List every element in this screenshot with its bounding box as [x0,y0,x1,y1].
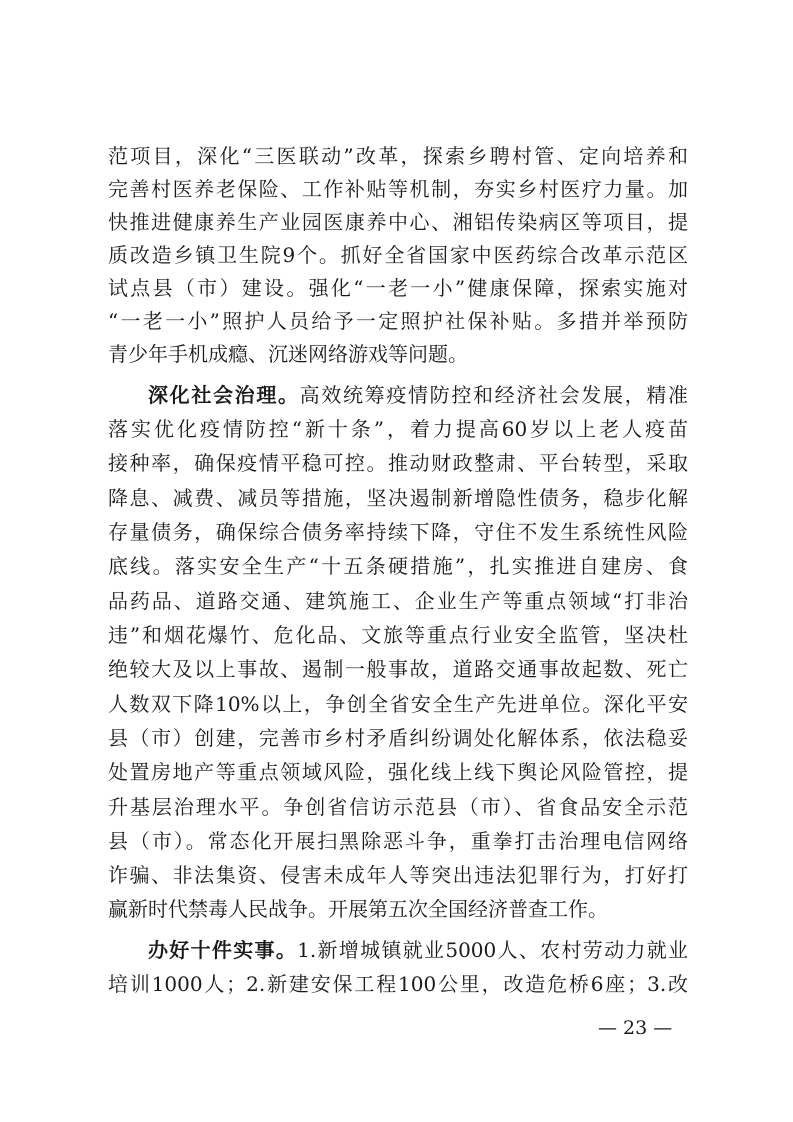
paragraph-line: 人数双下降10%以上，争创全省安全生产先进单位。深化平安 [108,692,688,716]
paragraph-line: 接种率，确保疫情平稳可控。推动财政整肃、平台转型，采取 [108,451,688,475]
paragraph-line: 范项目，深化“三医联动”改革，探索乡聘村管、定向培养和 [108,144,688,168]
paragraph-first-line [148,381,688,409]
paragraph-line: 试点县（市）建设。强化“一老一小”健康保障，探索实施对 [108,276,688,300]
section-heading: 深化社会治理。 [148,383,300,407]
paragraph-line: 县（市）。常态化开展扫黑除恶斗争，重拳打击治理电信网络 [108,829,688,853]
paragraph-line: 落实优化疫情防控“新十条”，着力提高60岁以上老人疫苗 [108,417,688,441]
paragraph-line: 质改造乡镇卫生院9个。抓好全省国家中医药综合改革示范区 [108,243,688,267]
paragraph-line: “一老一小”照护人员给予一定照护社保补贴。多措并举预防 [108,309,688,333]
paragraph-line: 违”和烟花爆竹、危化品、文旅等重点行业安全监管，坚决杜 [108,623,688,647]
paragraph-line: 品药品、道路交通、建筑施工、企业生产等重点领域“打非治 [108,589,688,613]
page-number: — 23 — [598,1017,673,1039]
section-heading: 办好十件实事。 [148,938,298,962]
paragraph-line: 快推进健康养生产业园医康养中心、湘铝传染病区等项目，提 [108,210,688,234]
paragraph-line: 底线。落实安全生产“十五条硬措施”，扎实推进自建房、食 [108,554,688,578]
paragraph-line: 完善村医养老保险、工作补贴等机制，夯实乡村医疗力量。加 [108,177,688,201]
paragraph-text: 1.新增城镇就业5000人、农村劳动力就业 [297,938,688,962]
paragraph-line: 培训1000人；2.新建安保工程100公里，改造危桥6座；3.改 [108,972,688,996]
paragraph-text: 高效统筹疫情防控和经济社会发展，精准 [299,383,688,407]
paragraph-line: 诈骗、非法集资、侵害未成年人等突出违法犯罪行为，打好打 [108,863,688,887]
paragraph-first-line [148,936,688,964]
paragraph-line: 县（市）创建，完善市乡村矛盾纠纷调处化解体系，依法稳妥 [108,726,688,750]
paragraph-line: 赢新时代禁毒人民战争。开展第五次全国经济普查工作。 [108,897,608,921]
paragraph-line: 绝较大及以上事故、遏制一般事故，道路交通事故起数、死亡 [108,657,688,681]
paragraph-line: 降息、减费、减员等措施，坚决遏制新增隐性债务，稳步化解 [108,486,688,510]
paragraph-line: 升基层治理水平。争创省信访示范县（市）、省食品安全示范 [108,795,688,819]
paragraph-line: 存量债务，确保综合债务率持续下降，守住不发生系统性风险 [108,520,688,544]
paragraph-line: 青少年手机成瘾、沉迷网络游戏等问题。 [108,342,468,366]
paragraph-line: 处置房地产等重点领域风险，强化线上线下舆论风险管控，提 [108,760,688,784]
